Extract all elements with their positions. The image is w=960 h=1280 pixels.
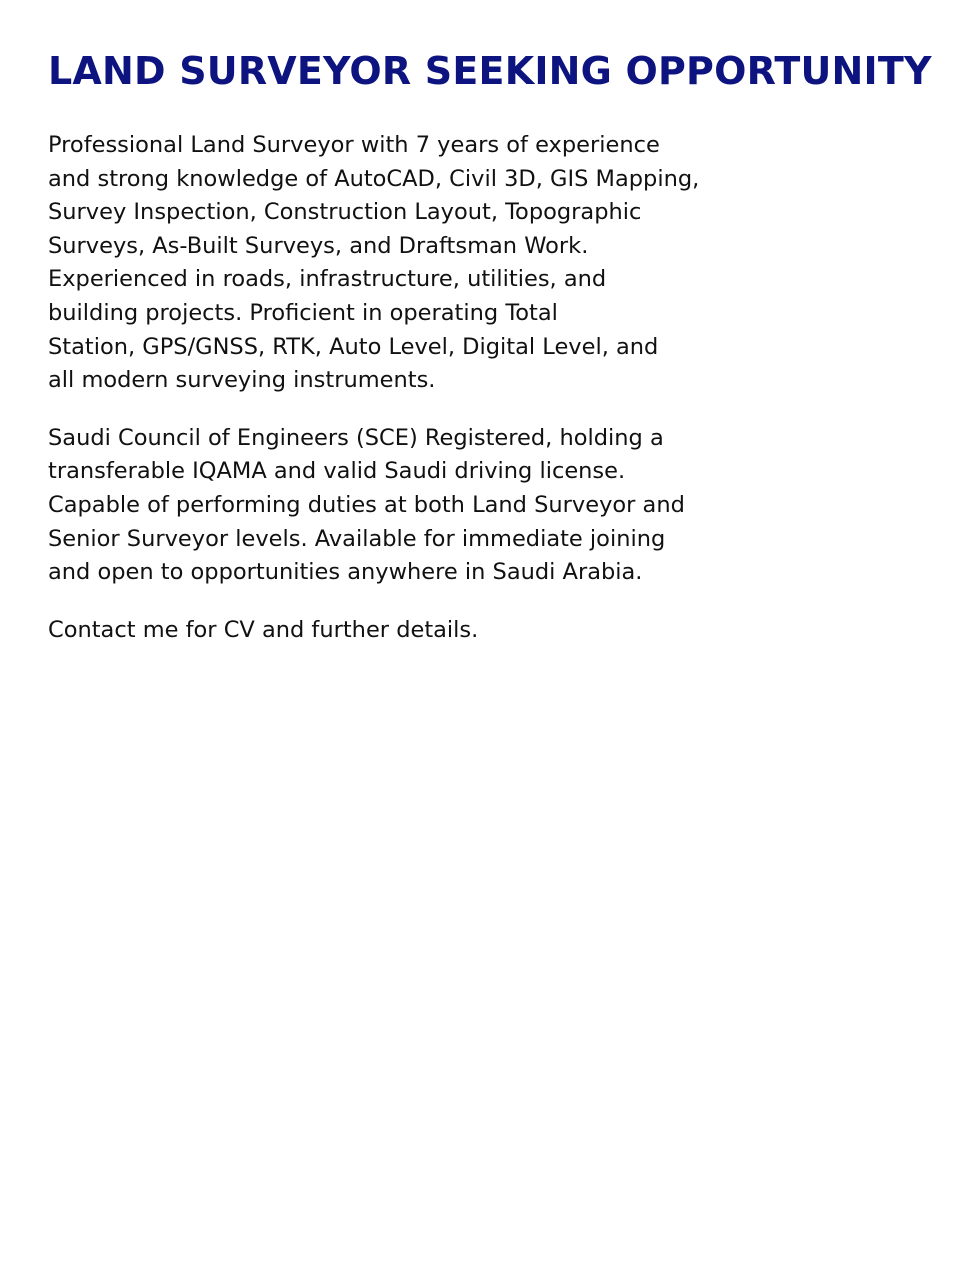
text-line: transferable IQAMA and valid Saudi driving license. <box>48 458 626 485</box>
text-line: Station, GPS/GNSS, RTK, Auto Level, Digital Level, and <box>48 333 659 360</box>
text-line: Senior Surveyor levels. Available for immediate joining <box>48 525 666 552</box>
text-line: all modern surveying instruments. <box>48 367 436 394</box>
text-line: Professional Land Surveyor with 7 years of experience <box>48 132 660 158</box>
text-line: Capable of performing duties at both Land Surveyor and <box>48 491 685 518</box>
paragraph-contact <box>48 614 768 648</box>
text-line: Surveys, As-Built Surveys, and Draftsman Work. <box>48 232 589 259</box>
page-title: LAND SURVEYOR SEEKING OPPORTUNITY <box>48 49 932 93</box>
text-line: and open to opportunities anywhere in Saudi Arabia. <box>48 559 643 586</box>
paragraph-registration <box>48 422 768 590</box>
text-line: Contact me for CV and further details. <box>48 616 479 643</box>
paragraph-experience <box>48 129 768 398</box>
text-line: Experienced in roads, infrastructure, utilities, and <box>48 266 607 293</box>
text-line: and strong knowledge of AutoCAD, Civil 3D, GIS Mapping, <box>48 165 700 192</box>
document-body <box>48 129 768 647</box>
text-line: building projects. Proficient in operating Total <box>48 299 558 326</box>
text-line: Survey Inspection, Construction Layout, Topographic <box>48 199 642 226</box>
text-line: Saudi Council of Engineers (SCE) Registered, holding a <box>48 424 664 451</box>
